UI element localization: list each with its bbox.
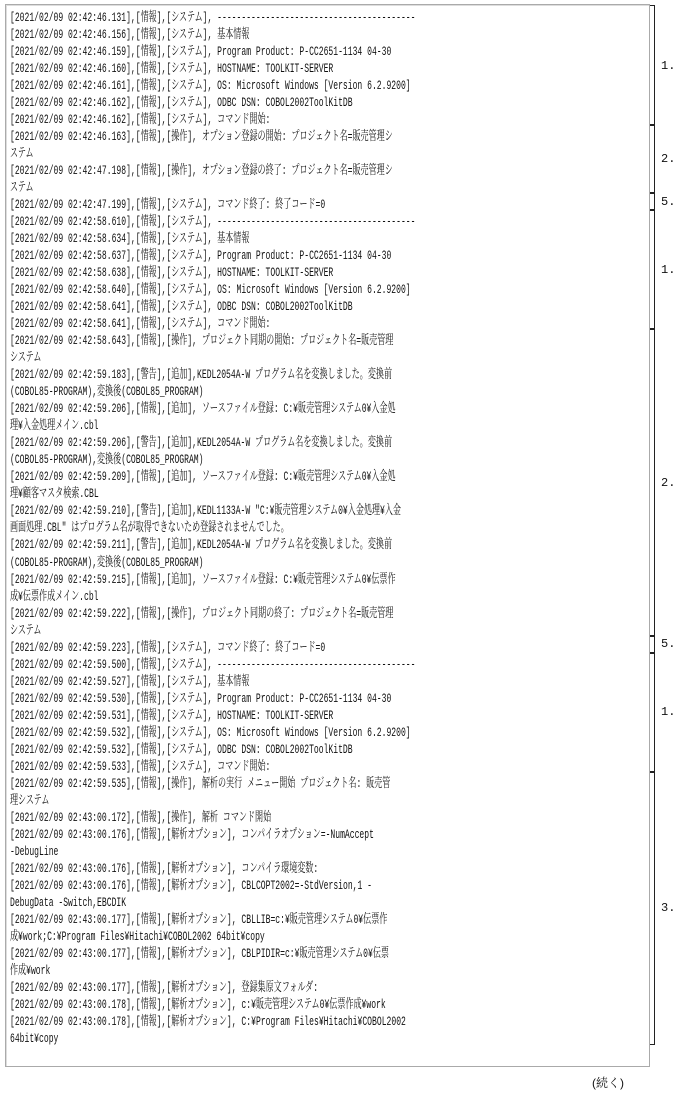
log-line: [2021/02/09 02:42:59.527],[情報],[システム], 基本情報 bbox=[10, 673, 250, 689]
log-line: DebugData -Switch,EBCDIK bbox=[10, 894, 127, 910]
log-entry bbox=[10, 315, 650, 332]
log-entry bbox=[10, 230, 650, 247]
log-entry bbox=[10, 400, 650, 434]
log-entry bbox=[10, 434, 650, 468]
log-line: システム bbox=[10, 622, 42, 638]
log-line: [2021/02/09 02:42:46.159],[情報],[システム], Program Product: P-CC2651-1134 04-30 bbox=[10, 44, 392, 60]
log-entry bbox=[10, 911, 650, 945]
log-line: -DebugLine bbox=[10, 843, 59, 859]
section-bracket bbox=[650, 771, 655, 1045]
section-bracket bbox=[650, 652, 655, 773]
log-line: [2021/02/09 02:42:59.530],[情報],[システム], Program Product: P-CC2651-1134 04-30 bbox=[10, 690, 392, 706]
log-line: [2021/02/09 02:42:46.161],[情報],[システム], OS: Microsoft Windows [Version 6.2.9200] bbox=[10, 78, 411, 94]
section-label: 2. bbox=[661, 152, 676, 167]
log-line: [2021/02/09 02:42:59.209],[情報],[追加], ソースファイル登録: C:¥販売管理システム0¥入金処 bbox=[10, 469, 396, 485]
log-line: [2021/02/09 02:42:46.162],[情報],[システム], ODBC DSN: COBOL2002ToolKitDB bbox=[10, 95, 353, 111]
log-line: [2021/02/09 02:42:58.637],[情報],[システム], Program Product: P-CC2651-1134 04-30 bbox=[10, 248, 392, 264]
log-line: 理システム bbox=[10, 792, 50, 808]
log-line: [2021/02/09 02:42:59.215],[情報],[追加], ソースファイル登録: C:¥販売管理システム0¥伝票作 bbox=[10, 571, 396, 587]
log-line: [2021/02/09 02:43:00.176],[情報],[解析オプション], コンパイラオプション=-NumAccept bbox=[10, 826, 374, 842]
log-line: [2021/02/09 02:42:59.206],[警告],[追加],KEDL2054A-W プログラム名を変換しました。変換前 bbox=[10, 435, 393, 451]
log-line: (COBOL85-PROGRAM),変換後(COBOL85_PROGRAM) bbox=[10, 384, 204, 400]
log-line: 成¥work;C:¥Program Files¥Hitachi¥COBOL2002 64bit¥copy bbox=[10, 928, 265, 944]
log-entry bbox=[10, 332, 650, 366]
log-entry bbox=[10, 809, 650, 826]
log-line: [2021/02/09 02:43:00.177],[情報],[解析オプション], CBLPIDIR=c:¥販売管理システム0¥伝票 bbox=[10, 945, 389, 961]
log-entry bbox=[10, 673, 650, 690]
log-line: [2021/02/09 02:42:58.638],[情報],[システム], HOSTNAME: TOOLKIT-SERVER bbox=[10, 265, 334, 281]
log-line: [2021/02/09 02:43:00.177],[情報],[解析オプション], CBLLIB=c:¥販売管理システム0¥伝票作 bbox=[10, 911, 388, 927]
log-line: [2021/02/09 02:43:00.176],[情報],[解析オプション], コンパイラ環境変数: bbox=[10, 860, 319, 876]
log-entry bbox=[10, 298, 650, 315]
log-entry bbox=[10, 945, 650, 979]
log-entry bbox=[10, 213, 650, 230]
section-bracket bbox=[650, 209, 655, 330]
log-entry bbox=[10, 247, 650, 264]
log-line: 理¥入金処理メイン.cbl bbox=[10, 418, 99, 434]
log-line: [2021/02/09 02:42:58.643],[情報],[操作], プロジェクト同期の開始: プロジェクト名=販売管理 bbox=[10, 333, 394, 349]
log-entry bbox=[10, 571, 650, 605]
log-entry bbox=[10, 826, 650, 860]
section-label: 2. bbox=[661, 475, 676, 490]
log-entry bbox=[10, 196, 650, 213]
log-line: [2021/02/09 02:42:59.532],[情報],[システム], OS: Microsoft Windows [Version 6.2.9200] bbox=[10, 724, 411, 740]
log-entry bbox=[10, 43, 650, 60]
log-lines bbox=[10, 9, 650, 1047]
log-entry bbox=[10, 264, 650, 281]
log-entry bbox=[10, 366, 650, 400]
log-line: [2021/02/09 02:42:47.199],[情報],[システム], コマンド終了: 終了コード=0 bbox=[10, 197, 326, 213]
log-entry bbox=[10, 60, 650, 77]
log-line: [2021/02/09 02:43:00.177],[情報],[解析オプション], 登録集原文フォルダ: bbox=[10, 979, 319, 995]
log-line: [2021/02/09 02:43:00.172],[情報],[操作], 解析 コマンド開始 bbox=[10, 809, 272, 825]
log-line: [2021/02/09 02:42:59.223],[情報],[システム], コマンド終了: 終了コード=0 bbox=[10, 639, 326, 655]
log-entry bbox=[10, 162, 650, 196]
log-entry bbox=[10, 656, 650, 673]
log-line: [2021/02/09 02:42:46.156],[情報],[システム], 基本情報 bbox=[10, 27, 250, 43]
section-label: 1. bbox=[661, 58, 676, 73]
log-entry bbox=[10, 979, 650, 996]
log-entry bbox=[10, 1013, 650, 1047]
log-line: [2021/02/09 02:42:59.535],[情報],[操作], 解析の実行 メニュー開始 プロジェクト名: 販売管 bbox=[10, 775, 391, 791]
log-line: [2021/02/09 02:42:46.131],[情報],[システム], ----------------------------------------- bbox=[10, 10, 416, 25]
log-entry bbox=[10, 94, 650, 111]
log-line: [2021/02/09 02:42:59.210],[警告],[追加],KEDL1133A-W "C:¥販売管理システム0¥入金処理¥入金 bbox=[10, 503, 401, 519]
log-line: 理¥顧客マスタ検索.CBL bbox=[10, 486, 99, 502]
log-entry bbox=[10, 741, 650, 758]
log-line: [2021/02/09 02:42:47.198],[情報],[操作], オプション登録の終了: プロジェクト名=販売管理シ bbox=[10, 163, 393, 179]
log-line: 成¥伝票作成メイン.cbl bbox=[10, 588, 99, 604]
log-entry bbox=[10, 996, 650, 1013]
section-label: 5. bbox=[661, 637, 676, 652]
log-entry bbox=[10, 281, 650, 298]
log-entry bbox=[10, 536, 650, 570]
log-line: [2021/02/09 02:42:59.222],[情報],[操作], プロジェクト同期の終了: プロジェクト名=販売管理 bbox=[10, 605, 394, 621]
log-line: [2021/02/09 02:42:58.641],[情報],[システム], ODBC DSN: COBOL2002ToolKitDB bbox=[10, 299, 353, 315]
log-line: [2021/02/09 02:42:46.160],[情報],[システム], HOSTNAME: TOOLKIT-SERVER bbox=[10, 61, 334, 77]
log-line: [2021/02/09 02:42:58.634],[情報],[システム], 基本情報 bbox=[10, 231, 250, 247]
log-entry bbox=[10, 707, 650, 724]
log-line: ステム bbox=[10, 146, 34, 162]
log-line: [2021/02/09 02:42:58.641],[情報],[システム], コマンド開始: bbox=[10, 316, 271, 332]
log-line: [2021/02/09 02:42:59.533],[情報],[システム], コマンド開始: bbox=[10, 758, 271, 774]
log-line: [2021/02/09 02:42:46.162],[情報],[システム], コマンド開始: bbox=[10, 112, 271, 128]
log-line: 画面処理.CBL" はプログラム名が取得できないため登録されませんでした。 bbox=[10, 520, 289, 536]
log-line: システム bbox=[10, 350, 42, 366]
log-entry bbox=[10, 605, 650, 639]
log-line: [2021/02/09 02:43:00.176],[情報],[解析オプション], CBLCOPT2002=-StdVersion,1 - bbox=[10, 877, 373, 893]
log-entry bbox=[10, 502, 650, 536]
log-line: [2021/02/09 02:42:58.640],[情報],[システム], OS: Microsoft Windows [Version 6.2.9200] bbox=[10, 282, 411, 298]
log-entry bbox=[10, 775, 650, 809]
log-line: ステム bbox=[10, 180, 34, 196]
log-line: [2021/02/09 02:42:59.206],[情報],[追加], ソースファイル登録: C:¥販売管理システム0¥入金処 bbox=[10, 401, 396, 417]
log-line: [2021/02/09 02:43:00.178],[情報],[解析オプション], C:¥Program Files¥Hitachi¥COBOL2002 bbox=[10, 1013, 406, 1029]
log-entry bbox=[10, 9, 650, 26]
log-entry bbox=[10, 111, 650, 128]
log-line: [2021/02/09 02:42:59.211],[警告],[追加],KEDL2054A-W プログラム名を変換しました。変換前 bbox=[10, 537, 393, 553]
log-entry bbox=[10, 724, 650, 741]
log-entry bbox=[10, 77, 650, 94]
log-entry bbox=[10, 128, 650, 162]
log-line: (COBOL85-PROGRAM),変換後(COBOL85_PROGRAM) bbox=[10, 452, 204, 468]
log-entry bbox=[10, 468, 650, 502]
log-line: [2021/02/09 02:42:46.163],[情報],[操作], オプション登録の開始: プロジェクト名=販売管理シ bbox=[10, 129, 393, 145]
log-entry bbox=[10, 758, 650, 775]
section-bracket bbox=[650, 124, 655, 194]
log-entry bbox=[10, 26, 650, 43]
log-line: 64bit¥copy bbox=[10, 1030, 59, 1046]
log-entry bbox=[10, 690, 650, 707]
section-label: 1. bbox=[661, 262, 676, 277]
log-line: [2021/02/09 02:43:00.178],[情報],[解析オプション], c:¥販売管理システム0¥伝票作成¥work bbox=[10, 996, 386, 1012]
log-entry bbox=[10, 639, 650, 656]
section-label: 1. bbox=[661, 705, 676, 720]
log-line: [2021/02/09 02:42:58.610],[情報],[システム], ----------------------------------------- bbox=[10, 214, 416, 230]
log-entry bbox=[10, 860, 650, 877]
section-label: 3. bbox=[661, 901, 676, 916]
section-bracket bbox=[650, 328, 655, 636]
log-line: [2021/02/09 02:42:59.183],[警告],[追加],KEDL2054A-W プログラム名を変換しました。変換前 bbox=[10, 367, 393, 383]
log-line: [2021/02/09 02:42:59.531],[情報],[システム], HOSTNAME: TOOLKIT-SERVER bbox=[10, 707, 334, 723]
log-output-box bbox=[5, 4, 650, 1067]
log-line: (COBOL85-PROGRAM),変換後(COBOL85_PROGRAM) bbox=[10, 554, 204, 570]
section-label: 5. bbox=[661, 194, 676, 209]
log-line: [2021/02/09 02:42:59.532],[情報],[システム], ODBC DSN: COBOL2002ToolKitDB bbox=[10, 741, 353, 757]
log-line: 作成¥work bbox=[10, 962, 51, 978]
section-bracket bbox=[650, 5, 655, 126]
log-entry bbox=[10, 877, 650, 911]
log-line: [2021/02/09 02:42:59.500],[情報],[システム], ----------------------------------------- bbox=[10, 656, 416, 672]
continued-note: (続く) bbox=[592, 1076, 624, 1090]
